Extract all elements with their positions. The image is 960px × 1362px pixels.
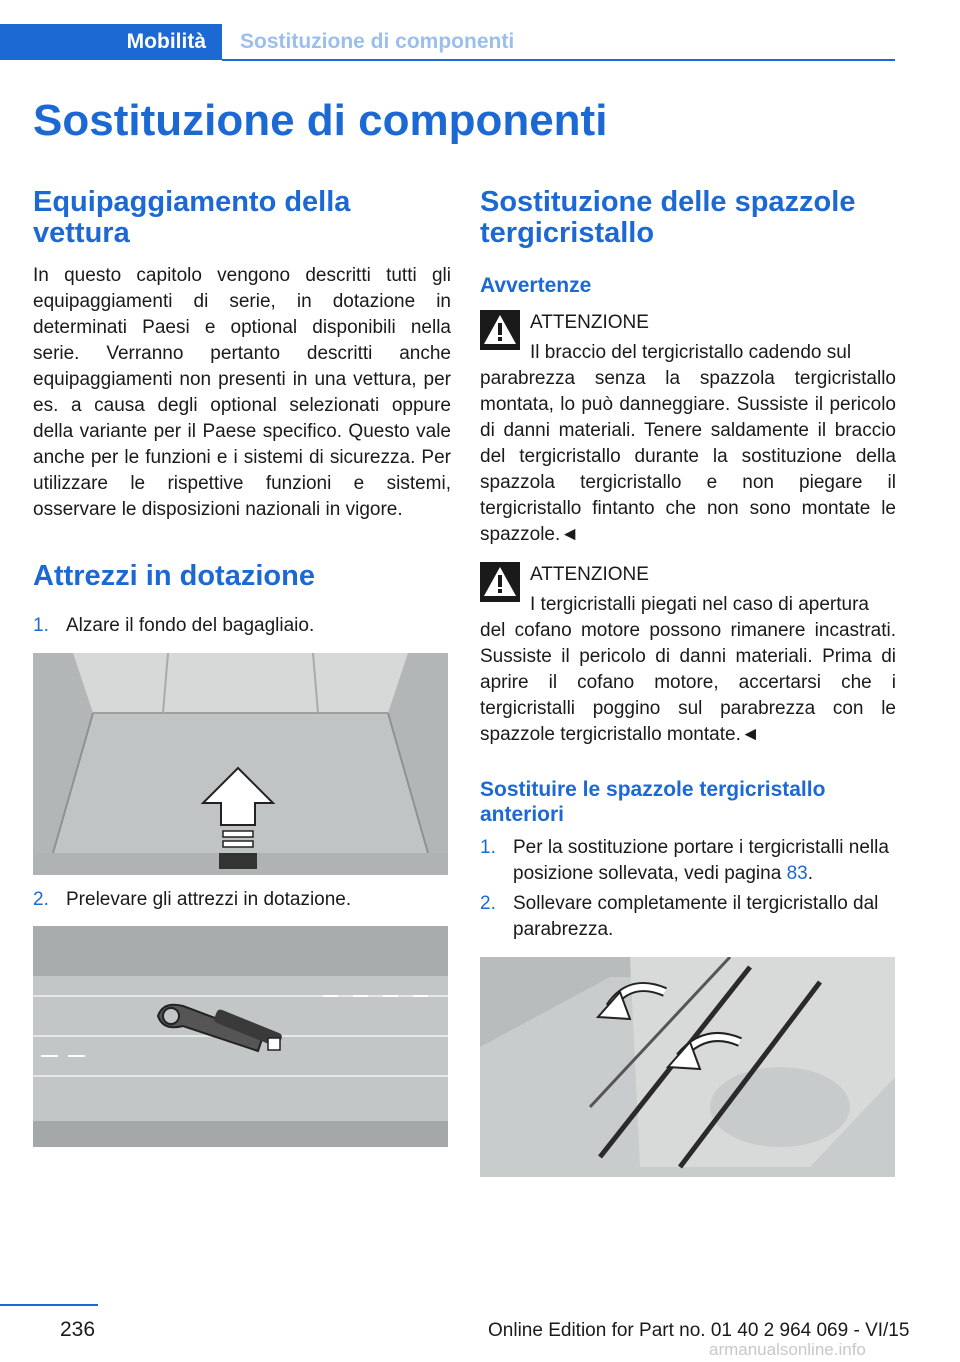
heading-tools: Attrezzi in dotazione	[33, 560, 315, 592]
step-text-main: Per la sostituzione portare i tergicristalli nella posizione sollevata, vedi pagina	[513, 837, 889, 884]
warning-title-1: ATTENZIONE	[530, 312, 649, 333]
heading-wiper-replacement: Sostituzione delle spazzole tergicristallo	[480, 186, 856, 249]
step-text: Alzare il fondo del bagagliaio.	[66, 615, 315, 636]
wiper-illustration	[480, 957, 895, 1177]
tool-kit-figure	[33, 926, 448, 1147]
step-text: Sollevare completamente il tergicristallo dal parabrezza.	[513, 893, 879, 940]
equipment-text: In questo capitolo vengono descritti tutti gli equipaggiamenti di serie, in dotazione in determinati Paesi e optional disponibili nella serie. Verranno pertanto descritti anche equipaggiamenti non presenti in una vettura, per es. a causa degli optional selezionati oppure della variante per il Paese specifico. Questo vale anche per le funzioni e i sistemi di sicurezza. Per utilizzare le rispettive funzioni e sistemi, osservare le disposizioni nazionali in vigore.	[33, 265, 451, 520]
heading-notes: Avvertenze	[480, 274, 592, 297]
watermark: armanualsonline.info	[709, 1340, 866, 1359]
edition-info: Online Edition for Part no. 01 40 2 964 069 - VI/15	[488, 1320, 910, 1341]
footer-divider	[0, 1304, 98, 1306]
step-text	[513, 835, 898, 887]
tool-kit-illustration	[33, 926, 448, 1147]
step-number: 2.	[33, 889, 49, 910]
warning-icon	[480, 562, 520, 602]
header-bar	[0, 24, 895, 62]
warning-text-2-first-line: I tergicristalli piegati nel caso di apertura	[530, 594, 870, 615]
page-link[interactable]: 83	[786, 863, 808, 884]
step-number: 2.	[480, 893, 496, 914]
warning-title-2: ATTENZIONE	[530, 564, 649, 585]
warning-text-1-first-line: Il braccio del tergicristallo cadendo sul	[530, 342, 852, 363]
trunk-floor-illustration	[33, 653, 448, 875]
list-item-step-1	[480, 835, 896, 887]
warning-icon	[480, 310, 520, 350]
trunk-floor-figure	[33, 653, 448, 875]
section-tab[interactable]: Mobilità	[0, 24, 222, 60]
page-number: 236	[60, 1318, 96, 1341]
list-item-step-1	[33, 613, 449, 639]
heading-equipment: Equipaggiamento della vettura	[33, 186, 351, 249]
list-item-step-2	[480, 891, 896, 943]
step-text-end: .	[807, 863, 813, 884]
step-number: 1.	[33, 615, 49, 636]
header-divider	[222, 59, 895, 61]
chapter-tab[interactable]: Sostituzione di componenti	[240, 30, 515, 53]
warning-text-1: parabrezza senza la spazzola tergicristallo montata, lo può danneggiare. Sussiste il pericolo di danni materiali. Tenere saldamente il braccio del tergicristallo durante la sostituzione della spazzola tergicristallo e non piegare il tergicristallo fintanto che non sono montate le spazzole.◄	[480, 368, 896, 545]
step-text: Prelevare gli attrezzi in dotazione.	[66, 889, 352, 910]
page-title: Sostituzione di componenti	[33, 96, 608, 145]
wiper-figure	[480, 957, 895, 1177]
heading-front-wipers: Sostituire le spazzole tergicristallo anteriori	[480, 778, 826, 826]
step-number: 1.	[480, 837, 496, 858]
warning-text-2: del cofano motore possono rimanere incastrati. Sussiste il pericolo di danni materiali. Prima di aprire il cofano motore, accertarsi che i tergicristalli poggino sul parabrezza con le spazzole tergicristallo montate.◄	[480, 620, 896, 745]
list-item-step-2	[33, 887, 449, 913]
